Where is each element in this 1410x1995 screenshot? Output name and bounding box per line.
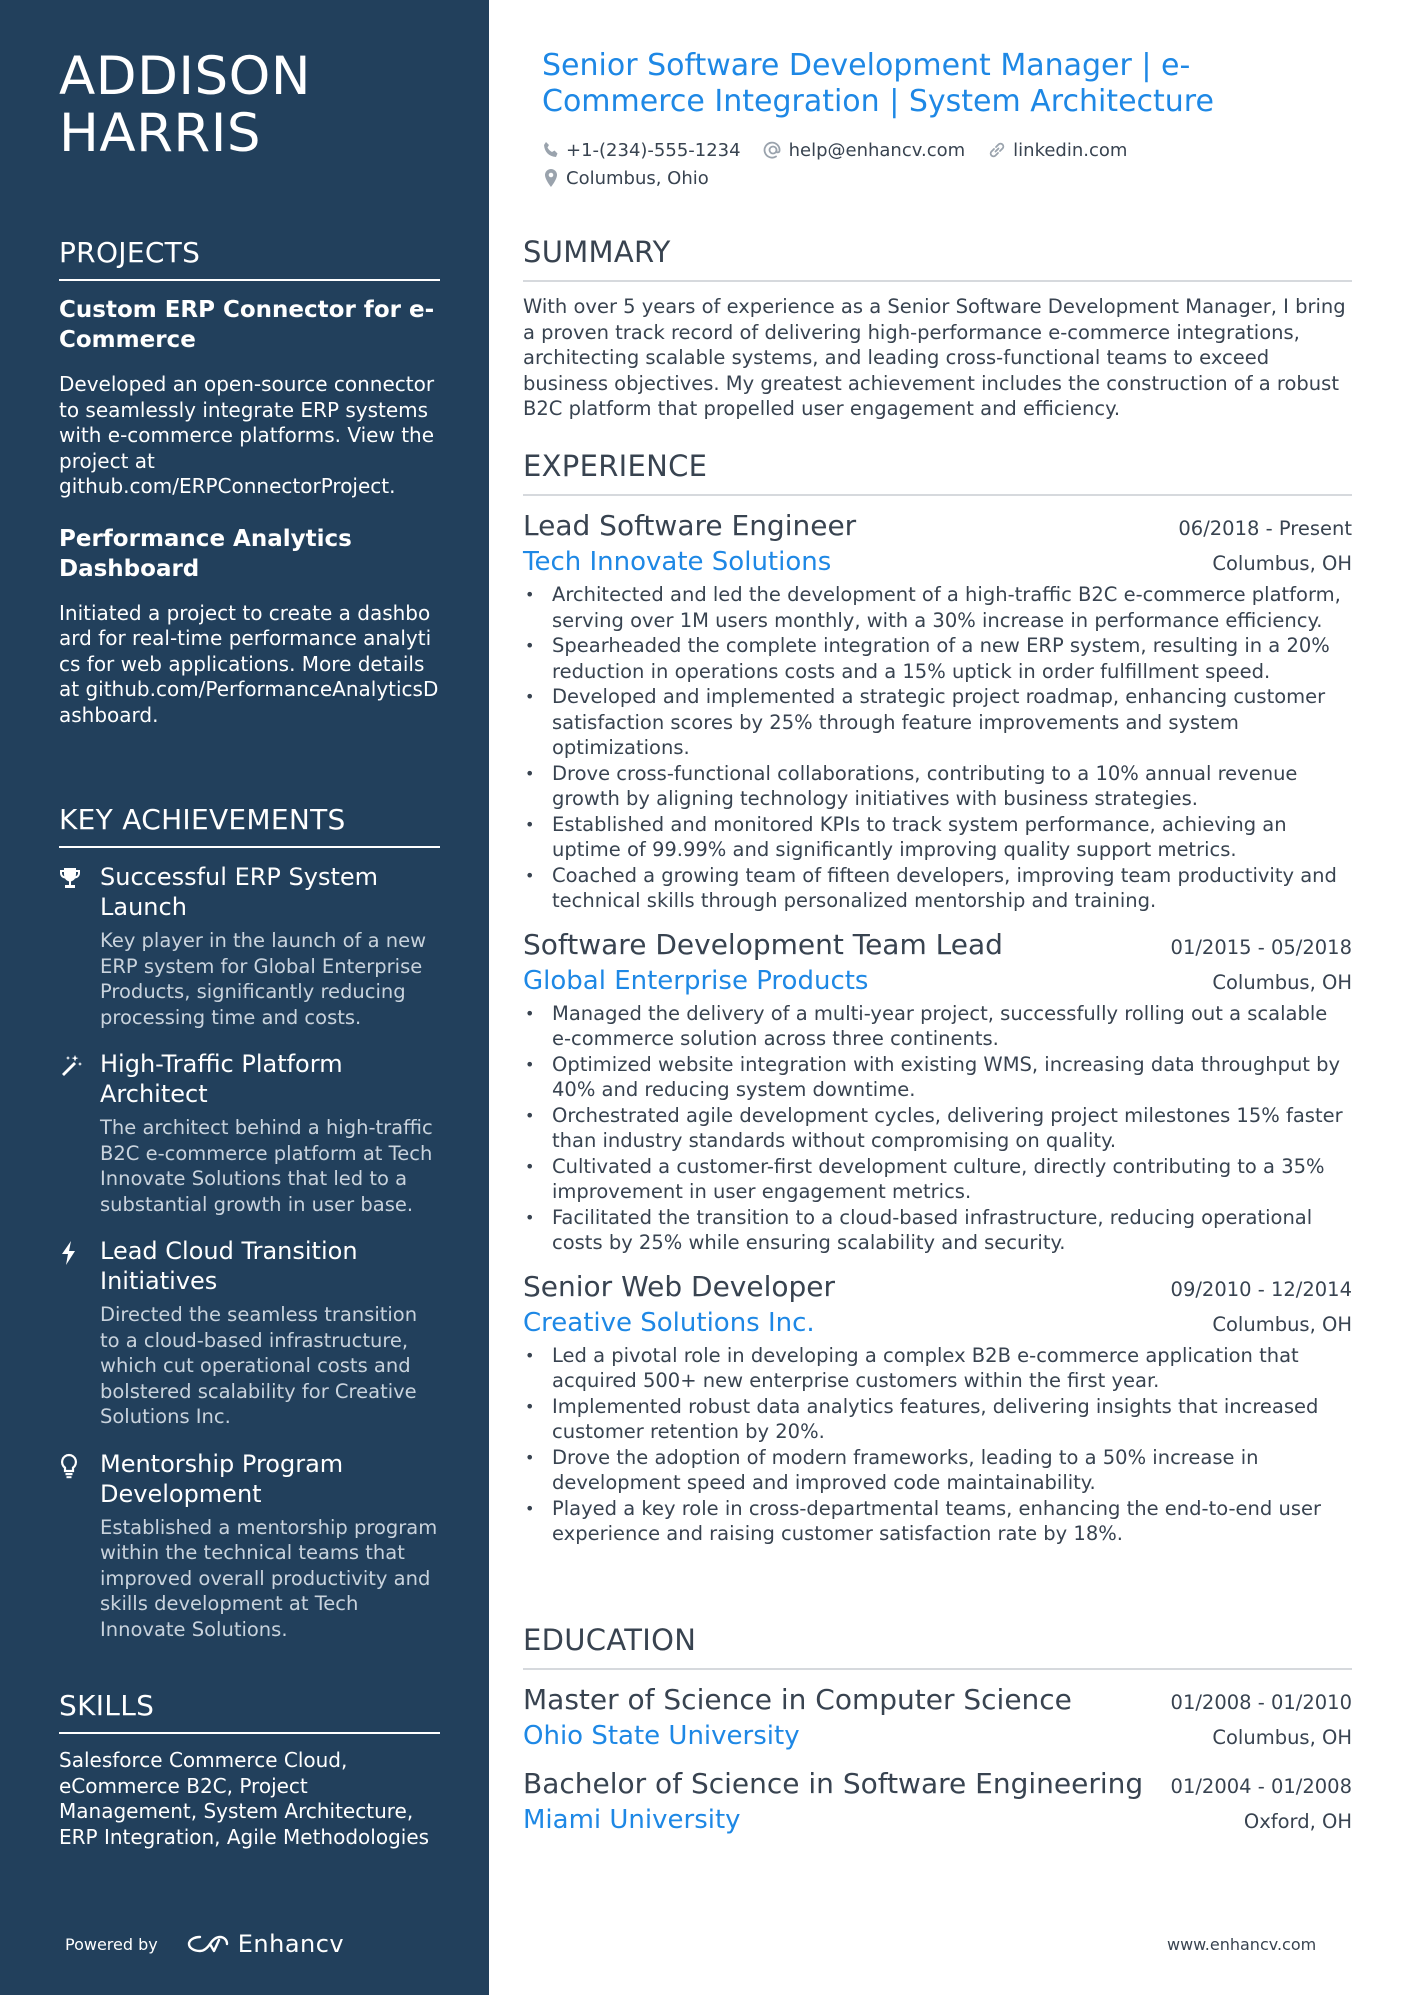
experience-header (523, 927, 1352, 963)
location-text: Columbus, Ohio (566, 167, 709, 189)
contact-email[interactable] (763, 140, 966, 161)
bullet-item: • Implemented robust data analytics features, delivering insights that increased customer retention by 20%. (523, 1394, 1352, 1445)
experience-dates: 06/2018 - Present (1178, 517, 1352, 540)
education-dates: 01/2008 - 01/2010 (1170, 1691, 1352, 1714)
experience-title: Lead Software Engineer (523, 509, 857, 542)
education-heading: EDUCATION (523, 1623, 1352, 1670)
email-text: help@enhancv.com (788, 139, 966, 161)
experience-entry (523, 927, 1352, 1256)
skills-section (59, 1689, 440, 1850)
experience-entry (523, 1269, 1352, 1547)
contact-linkedin[interactable] (987, 140, 1127, 161)
education-header (523, 1682, 1352, 1718)
phone-text: +1-(234)-555-1234 (566, 139, 741, 161)
experience-title: Senior Web Developer (523, 1269, 836, 1303)
skills-heading: SKILLS (59, 1689, 440, 1734)
powered-by-label: Powered by (65, 1934, 158, 1954)
at-icon (763, 140, 783, 160)
experience-location: Columbus, OH (1212, 970, 1352, 994)
education-header (523, 1766, 1352, 1802)
bullet-item: • Facilitated the transition to a cloud-based infrastructure, reducing operational costs by 25% while ensuring scalability and security. (523, 1205, 1352, 1256)
summary-text: With over 5 years of experience as a Senior Software Development Manager, I bring a proven track record of delivering high-performance e-commerce integrations, architecting scalable systems, and leading cross-functional teams to exceed business objectives. My greatest achievement includes the construction of a robust B2C platform that propelled user engagement and efficiency. (523, 295, 1346, 420)
project-description: Developed an open-source connector to seamlessly integrate ERP systems with e-commerce platforms. View the project at github.com/ERPConnectorProject. (59, 372, 435, 498)
bullet-item: • Established and monitored KPIs to track system performance, achieving an uptime of 99.99% and significantly improving quality support metrics. (523, 812, 1352, 863)
contact-row (542, 164, 1342, 192)
bullet-item: • Cultivated a customer-first development culture, directly contributing to a 35% improvement in user engagement metrics. (523, 1154, 1352, 1205)
achievement-item (59, 862, 440, 1030)
experience-subheader (523, 544, 1352, 580)
achievement-title: Successful ERP System Launch (100, 863, 379, 921)
contact-location (542, 168, 709, 189)
bullet-item: • Orchestrated agile development cycles, delivering project milestones 15% faster than industry standards without compromising on quality. (523, 1103, 1352, 1154)
experience-dates: 09/2010 - 12/2014 (1170, 1277, 1352, 1301)
enhancv-brand-name: Enhancv (237, 1930, 345, 1958)
projects-heading: PROJECTS (59, 236, 440, 281)
experience-section (523, 449, 1352, 1560)
main-content (523, 0, 1352, 1995)
experience-header (523, 508, 1352, 544)
education-degree: Master of Science in Computer Science (523, 1683, 1072, 1716)
bullet-item: • Spearheaded the complete integration of a new ERP system, resulting in a 20% reduction in operations costs and a 15% uptick in order fulfillment speed. (523, 633, 1352, 684)
phone-icon (542, 141, 560, 159)
experience-heading: EXPERIENCE (523, 449, 1352, 496)
bullet-item: • Played a key role in cross-departmental teams, enhancing the end-to-end user experience and raising customer satisfaction rate by 18%. (523, 1496, 1352, 1547)
experience-location: Columbus, OH (1212, 552, 1352, 575)
lightbulb-icon (59, 1453, 83, 1477)
experience-header (523, 1269, 1352, 1305)
trophy-icon (59, 866, 83, 890)
bullet-item: • Optimized website integration with existing WMS, increasing data throughput by 40% and reducing system downtime. (523, 1052, 1352, 1103)
contact-info (542, 136, 1342, 192)
link-icon (987, 140, 1007, 160)
education-section (523, 1623, 1352, 1850)
project-title: Performance Analytics Dashboard (59, 525, 352, 582)
achievement-description: Established a mentorship program within the technical teams that improved overall productivity and skills development at Tech Innovate Solutions. (100, 1515, 438, 1641)
bullet-item: • Drove the adoption of modern frameworks, leading to a 50% increase in development speed and improved code maintainability. (523, 1445, 1352, 1496)
linkedin-text: linkedin.com (1013, 139, 1128, 161)
bullet-item: • Architected and led the development of a high-traffic B2C e-commerce platform, serving over 1M users monthly, with a 30% increase in performance efficiency. (523, 582, 1352, 633)
experience-title: Software Development Team Lead (523, 927, 1003, 961)
bullet-item: • Managed the delivery of a multi-year project, successfully rolling out a scalable e-commerce solution across three continents. (523, 1001, 1352, 1052)
bullet-item: • Drove cross-functional collaborations, contributing to a 10% annual revenue growth by aligning technology initiatives with business strategies. (523, 761, 1352, 812)
experience-bullets (523, 1001, 1352, 1256)
key-achievements-section (59, 803, 440, 1661)
candidate-name: ADDISON HARRIS (59, 46, 312, 164)
experience-company: Global Enterprise Products (523, 965, 869, 996)
education-subheader (523, 1718, 1352, 1754)
contact-phone[interactable] (542, 140, 741, 161)
achievements-heading: KEY ACHIEVEMENTS (59, 803, 440, 848)
achievement-title: Mentorship Program Development (100, 1449, 344, 1508)
education-location: Columbus, OH (1212, 1726, 1352, 1749)
summary-section (523, 235, 1352, 422)
achievement-item (59, 1049, 440, 1217)
achievement-item (59, 1236, 440, 1430)
education-subheader (523, 1802, 1352, 1838)
powered-by-footer (65, 1929, 365, 1959)
enhancv-logo-icon (186, 1933, 230, 1955)
bullet-item: • Led a pivotal role in developing a complex B2B e-commerce application that acquired 500+ new enterprise customers within the first year. (523, 1343, 1352, 1394)
education-location: Oxford, OH (1243, 1810, 1352, 1833)
projects-section (59, 236, 440, 752)
achievement-title: Lead Cloud Transition Initiatives (100, 1237, 358, 1295)
education-degree: Bachelor of Science in Software Engineering (523, 1767, 1144, 1800)
achievement-item (59, 1449, 440, 1643)
experience-company: Tech Innovate Solutions (523, 547, 832, 577)
sidebar (0, 0, 489, 1995)
education-dates: 01/2004 - 01/2008 (1170, 1775, 1352, 1798)
enhancv-logo[interactable] (186, 1930, 344, 1958)
experience-company: Creative Solutions Inc. (523, 1307, 815, 1338)
footer-url[interactable]: www.enhancv.com (1167, 1935, 1317, 1954)
achievement-title: High-Traffic Platform Architect (100, 1050, 343, 1108)
project-description: Initiated a project to create a dashboard for real-time performance analytics for web applications. More details at github.com/PerformanceAnalyticsDashboard. (59, 600, 439, 727)
contact-row (542, 136, 1342, 164)
achievement-description: Key player in the launch of a new ERP system for Global Enterprise Products, significantly reducing processing time and costs. (100, 929, 427, 1029)
experience-subheader (523, 963, 1352, 999)
experience-location: Columbus, OH (1212, 1312, 1352, 1336)
lightning-icon (59, 1240, 83, 1264)
location-pin-icon (542, 168, 560, 188)
education-entry (523, 1766, 1352, 1838)
headline: Senior Software Development Manager | e-Commerce Integration | System Architecture (542, 48, 1214, 119)
experience-bullets (523, 1343, 1352, 1547)
skills-list: Salesforce Commerce Cloud, eCommerce B2C, Project Management, System Architecture, ERP Integration, Agile Methodologies (59, 1748, 430, 1849)
education-school: Miami University (523, 1805, 741, 1835)
education-entry (523, 1682, 1352, 1754)
magic-wand-icon (59, 1053, 83, 1077)
project-title: Custom ERP Connector for e-Commerce (59, 297, 435, 353)
bullet-item: • Developed and implemented a strategic project roadmap, enhancing customer satisfaction scores by 25% through feature improvements and system optimizations. (523, 684, 1352, 761)
summary-heading: SUMMARY (523, 235, 1352, 282)
bullet-item: • Coached a growing team of fifteen developers, improving team productivity and technical skills through personalized mentorship and training. (523, 863, 1352, 914)
education-school: Ohio State University (523, 1721, 800, 1751)
experience-subheader (523, 1305, 1352, 1341)
experience-entry (523, 508, 1352, 914)
experience-dates: 01/2015 - 05/2018 (1170, 935, 1352, 959)
achievement-description: Directed the seamless transition to a cloud-based infrastructure, which cut operational costs and bolstered scalability for Creative Solutions Inc. (100, 1303, 418, 1428)
achievement-description: The architect behind a high-traffic B2C e-commerce platform at Tech Innovate Solutions that led to a substantial growth in user base. (100, 1116, 433, 1216)
experience-bullets (523, 582, 1352, 914)
